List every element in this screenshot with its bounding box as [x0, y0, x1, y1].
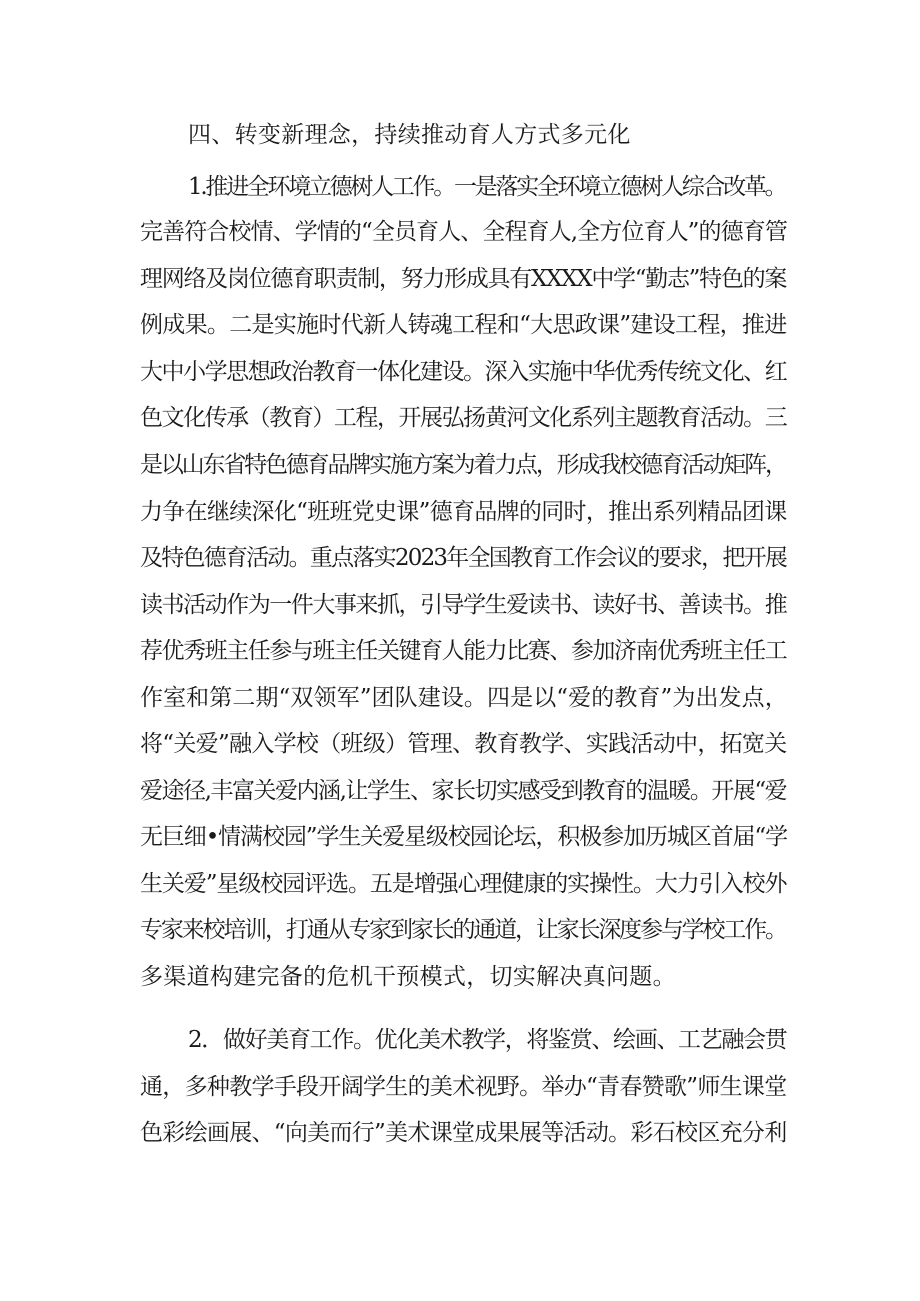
paragraph-line: 专家来校培训，打通从专家到家长的通道，让家长深度参与学校工作。: [140, 917, 786, 943]
paragraph-line: 通，多种教学手段开阔学生的美术视野。举办“青春赞歌”师生课堂: [140, 1074, 787, 1100]
paragraph-line: 色彩绘画展、“向美而行”美术课堂成果展等活动。彩石校区充分利: [140, 1120, 787, 1146]
paragraph-line: 荐优秀班主任参与班主任关键育人能力比赛、参加济南优秀班主任工: [140, 638, 787, 664]
paragraph-line: 力争在继续深化“班班党史课”德育品牌的同时，推出系列精品团课: [140, 499, 787, 525]
paragraph-line: 生关爱”星级校园评选。五是增强心理健康的实操性。大力引入校外: [140, 871, 787, 897]
paragraph-line: 是以山东省特色德育品牌实施方案为着力点，形成我校德育活动矩阵，: [140, 452, 786, 478]
paragraph-line: 作室和第二期“双领军”团队建设。四是以“爱的教育”为出发点，: [140, 685, 788, 711]
paragraph-line: 例成果。二是实施时代新人铸魂工程和“大思政课”建设工程，推进: [140, 312, 787, 338]
section-heading: 四、转变新理念，持续推动育人方式多元化: [188, 122, 631, 148]
paragraph-line: 多渠道构建完备的危机干预模式，切实解决真问题。: [140, 964, 676, 990]
paragraph-line: 大中小学思想政治教育一体化建设。深入实施中华优秀传统文化、红: [140, 359, 787, 385]
paragraph-line: 1.推进全环境立德树人工作。一是落实全环境立德树人综合改革。: [188, 174, 786, 200]
paragraph-line: 爱途径,丰富关爱内涵,让学生、家长切实感受到教育的温暖。开展“爱: [140, 778, 787, 804]
paragraph-line: 将“关爱”融入学校（班级）管理、教育教学、实践活动中，拓宽关: [140, 731, 787, 757]
paragraph-line: 完善符合校情、学情的“全员育人、全程育人,全方位育人”的德育管: [140, 219, 787, 245]
paragraph-line: 色文化传承（教育）工程，开展弘扬黄河文化系列主题教育活动。三: [140, 405, 787, 431]
paragraph-line: 读书活动作为一件大事来抓，引导学生爱读书、读好书、善读书。推: [140, 592, 787, 618]
paragraph-line: 2．做好美育工作。优化美术教学，将鉴赏、绘画、工艺融会贯: [188, 1027, 787, 1053]
paragraph-line: 理网络及岗位德育职责制，努力形成具有XXXX中学“勤志”特色的案: [140, 266, 787, 292]
paragraph-line: 无巨细•情满校园”学生关爱星级校园论坛，积极参加历城区首届“学: [140, 824, 787, 850]
paragraph-line: 及特色德育活动。重点落实2023年全国教育工作会议的要求，把开展: [140, 545, 787, 571]
